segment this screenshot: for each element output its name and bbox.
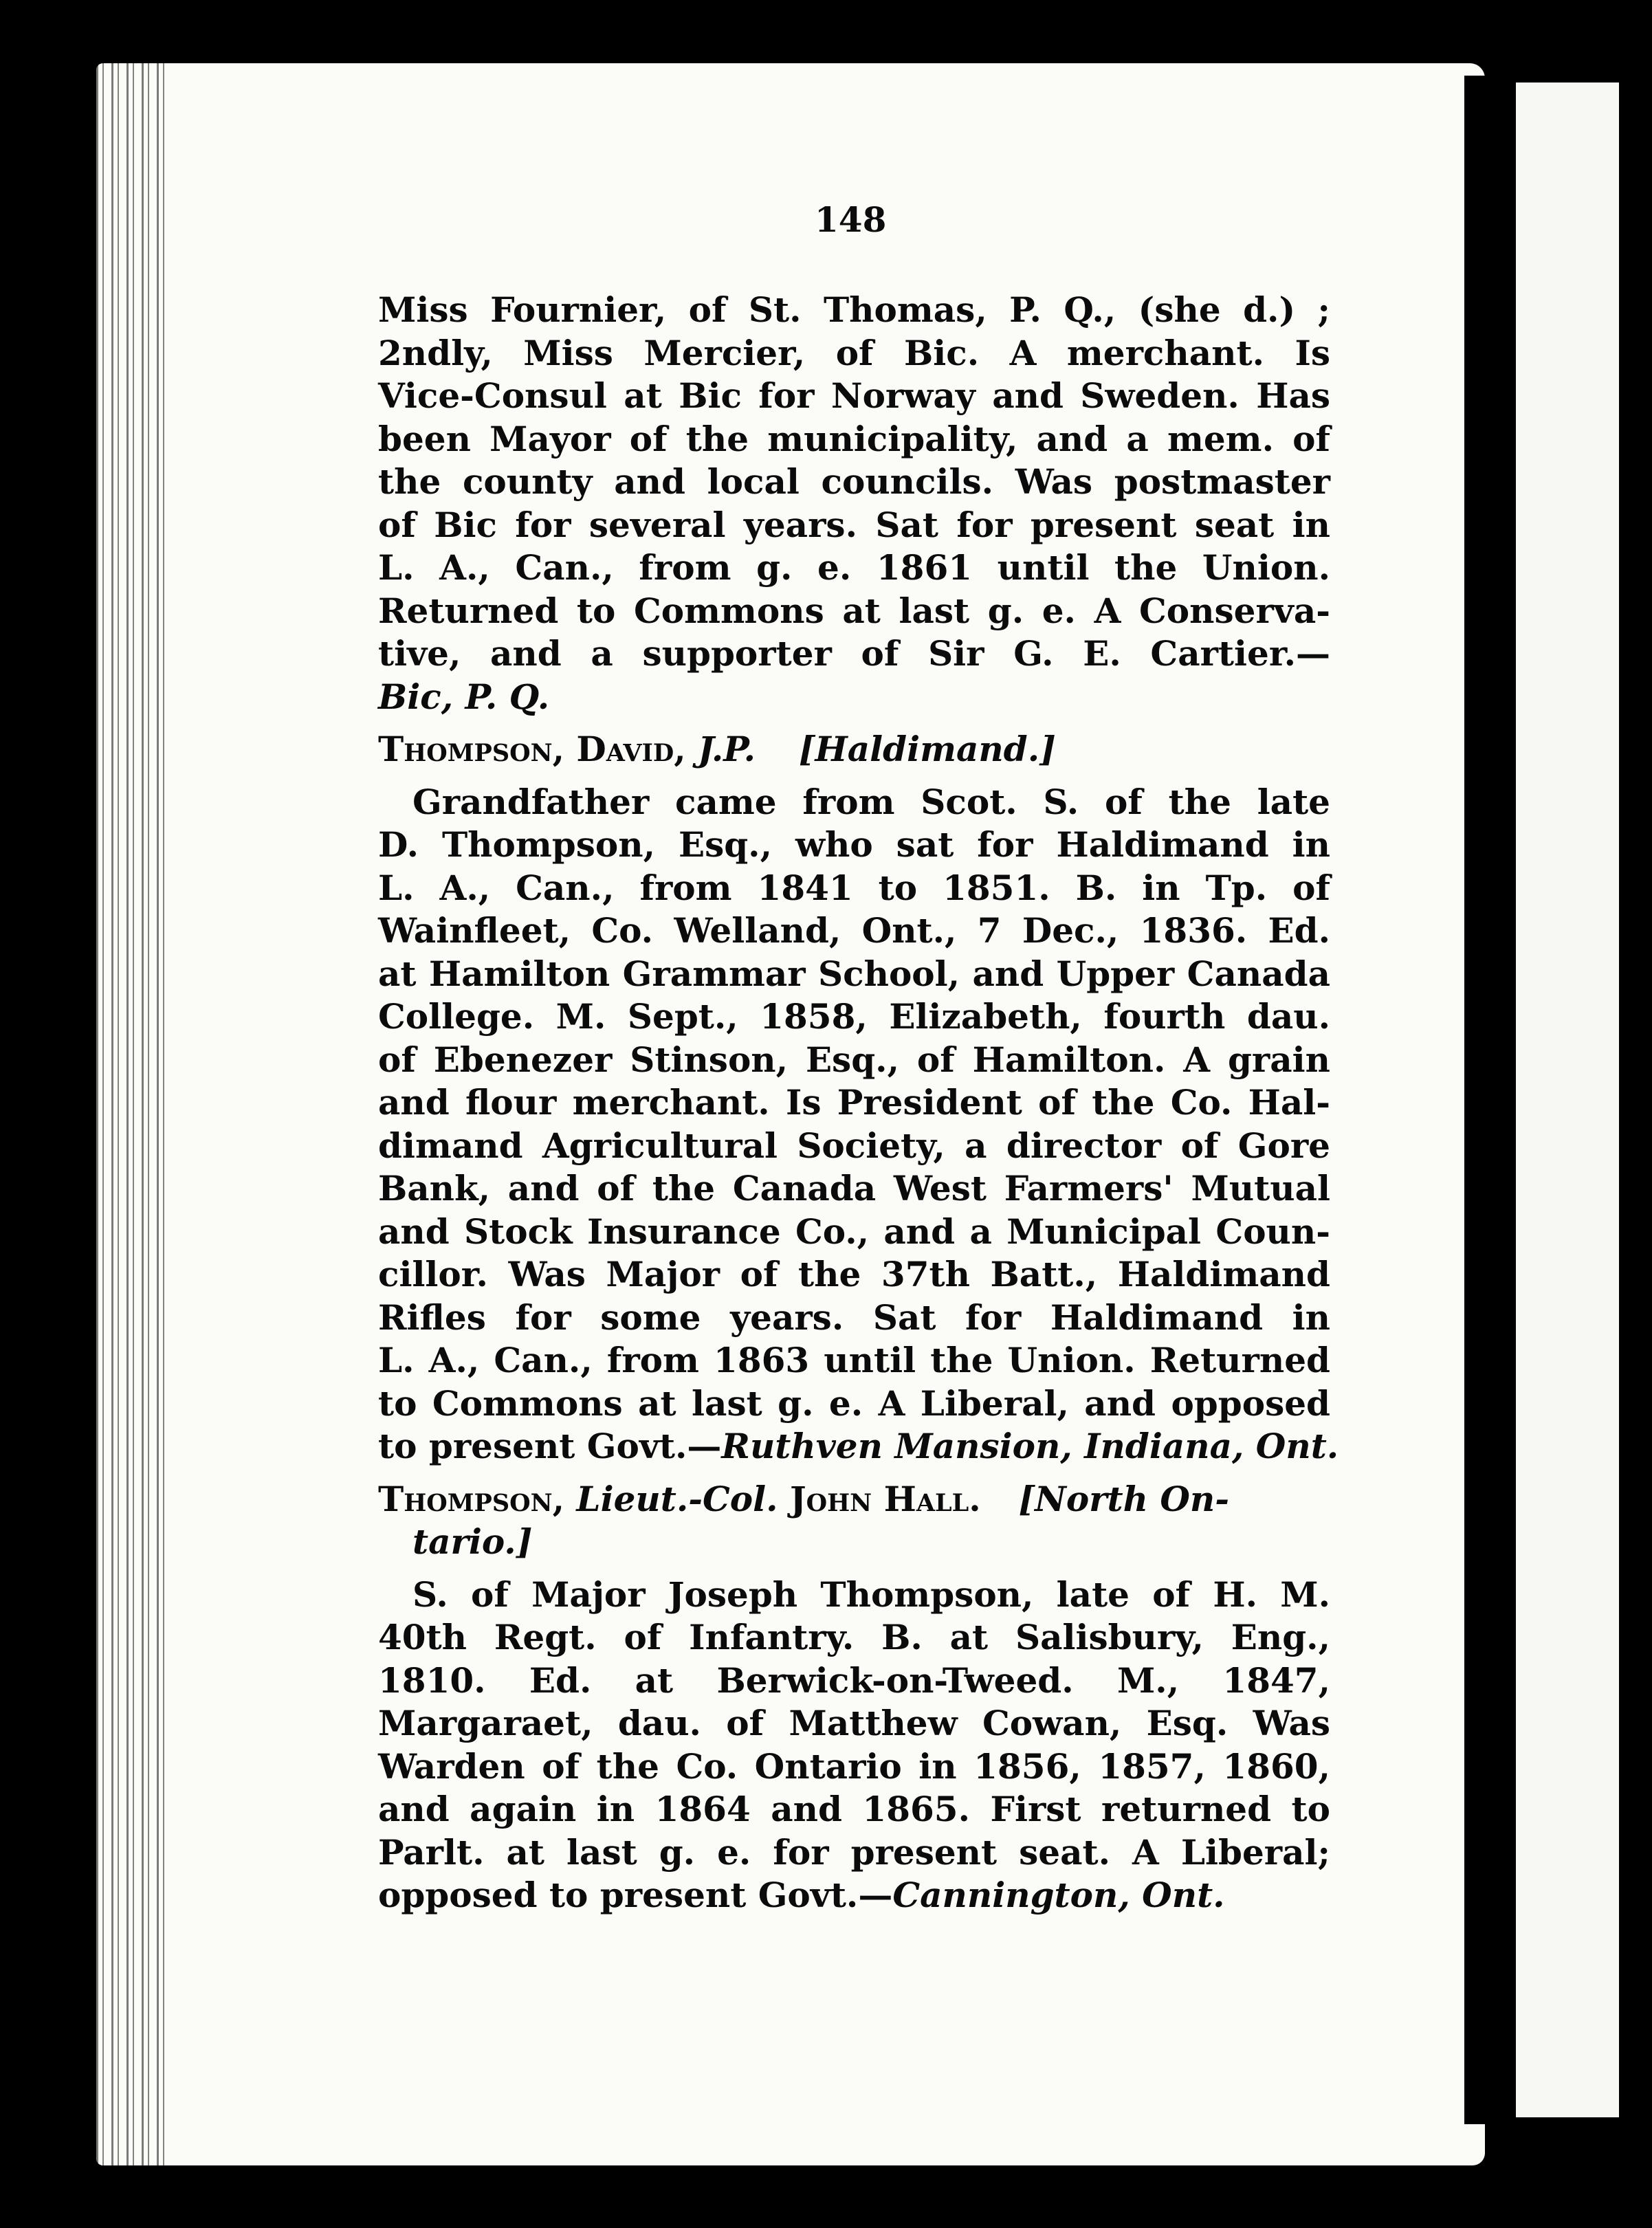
text-line: S. of Major Joseph Thompson, late of H. M. [412, 1574, 1330, 1615]
entry-given-name: John Hall. [789, 1478, 981, 1519]
continuation-paragraph [378, 289, 1330, 718]
page-edge-shadow [1464, 76, 1506, 2124]
entry-surname: Thompson, [378, 1478, 564, 1519]
text-line: College. M. Sept., 1858, Elizabeth, fourth dau. [378, 996, 1330, 1037]
text-line: the county and local councils. Was postmaster [378, 461, 1330, 502]
entry-constituency: [North On- [1018, 1478, 1230, 1519]
text-line: L. A., Can., from 1841 to 1851. B. in Tp. of [378, 867, 1330, 908]
entry-paragraph [378, 781, 1339, 1468]
text-line: D. Thompson, Esq., who sat for Haldimand in [378, 824, 1330, 865]
text-line: Returned to Commons at last g. e. A Conserva- [378, 590, 1330, 631]
text-line: Parlt. at last g. e. for present seat. A Liberal; [378, 1831, 1330, 1873]
text-line: at Hamilton Grammar School, and Upper Canada [378, 953, 1330, 994]
text-line: L. A., Can., from 1863 until the Union. Returned [378, 1340, 1330, 1380]
text-line: to Commons at last g. e. A Liberal, and opposed [378, 1382, 1330, 1424]
address: Cannington, Ont. [892, 1875, 1225, 1915]
entry-rank: Lieut.-Col. [576, 1478, 778, 1519]
text-line [378, 1425, 1339, 1468]
text-line: of Bic for several years. Sat for present seat in [378, 504, 1330, 545]
text-line: and Stock Insurance Co., and a Municipal Coun- [378, 1211, 1330, 1252]
text-line: 1810. Ed. at Berwick-on-Tweed. M., 1847, [378, 1659, 1330, 1701]
text-line: 2ndly, Miss Mercier, of Bic. A merchant. Is [378, 332, 1330, 373]
text-fragment: opposed to present Govt.— [378, 1875, 893, 1915]
entry-heading-continuation [378, 1521, 1330, 1564]
text-line: of Ebenezer Stinson, Esq., of Hamilton. A grain [378, 1039, 1330, 1080]
entry-heading [378, 1478, 1330, 1521]
entry-given-name: David, [576, 729, 686, 769]
text-line: Margaraet, dau. of Matthew Cowan, Esq. Was [378, 1703, 1330, 1743]
text-line: Warden of the Co. Ontario in 1856, 1857, 1860, [378, 1745, 1330, 1787]
text-line: dimand Agricultural Society, a director of Gore [378, 1125, 1330, 1166]
entry-surname: Thompson, [378, 729, 564, 769]
text-line [378, 1874, 1330, 1917]
text-line [378, 676, 1330, 719]
page-number: 148 [815, 199, 887, 240]
text-line: Miss Fournier, of St. Thomas, P. Q., (she d.) ; [378, 289, 1330, 330]
text-line: Wainfleet, Co. Welland, Ont., 7 Dec., 1836. Ed. [378, 910, 1330, 951]
text-line: been Mayor of the municipality, and a mem. of [378, 418, 1330, 459]
entry-paragraph [378, 1574, 1330, 1917]
text-line: cillor. Was Major of the 37th Batt., Haldimand [378, 1254, 1330, 1294]
text-line: L. A., Can., from g. e. 1861 until the Union. [378, 547, 1330, 588]
text-line: Bank, and of the Canada West Farmers' Mutual [378, 1168, 1330, 1209]
text-line: and again in 1864 and 1865. First returned to [378, 1789, 1330, 1829]
text-block [378, 289, 1339, 1917]
entry-heading [378, 728, 1330, 771]
binding-gutter [96, 63, 172, 2165]
text-line: and flour merchant. Is President of the Co. Hal- [378, 1082, 1330, 1123]
text-line: Rifles for some years. Sat for Haldimand in [378, 1297, 1330, 1338]
address: Ruthven Mansion, Indiana, Ont. [721, 1426, 1339, 1466]
text-line: tive, and a supporter of Sir G. E. Cartier.— [378, 633, 1330, 674]
entry-title: J.P. [698, 729, 756, 769]
entry-constituency: [Haldimand.] [798, 729, 1056, 769]
entry-constituency-continued: tario.] [412, 1521, 533, 1562]
text-line: Vice-Consul at Bic for Norway and Sweden. Has [378, 375, 1330, 416]
text-line: 40th Regt. of Infantry. B. at Salisbury, Eng., [378, 1617, 1330, 1657]
adjacent-page-edge [1516, 82, 1619, 2117]
text-line: Grandfather came from Scot. S. of the late [412, 781, 1330, 822]
address: Bic, P. Q. [378, 676, 550, 717]
text-fragment: to present Govt.— [378, 1426, 722, 1466]
